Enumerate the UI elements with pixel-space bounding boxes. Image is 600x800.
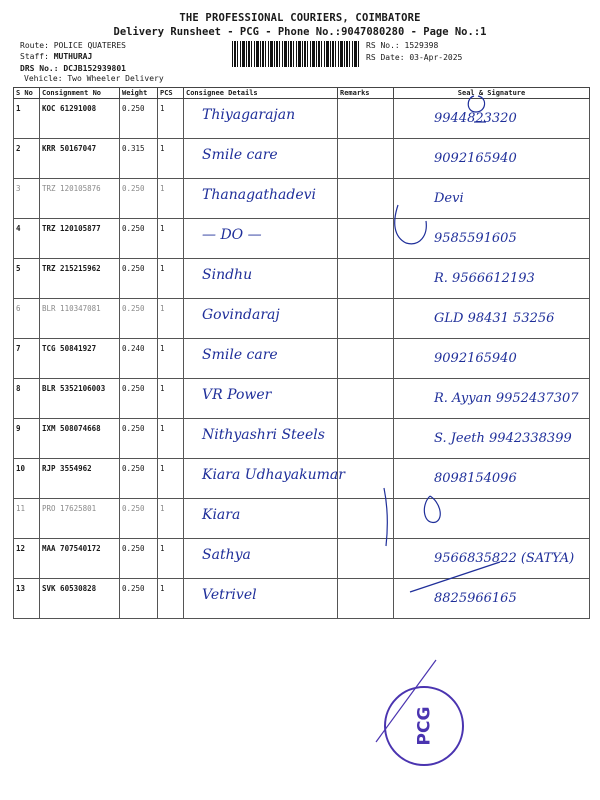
- consignee-cell: [184, 259, 338, 299]
- signature-cell: [394, 419, 590, 459]
- table-row: [14, 339, 590, 379]
- remarks-cell: [338, 579, 394, 619]
- weight-cell: 0.250: [120, 259, 158, 299]
- weight-cell: 0.250: [120, 539, 158, 579]
- remarks-cell: [338, 179, 394, 219]
- handwritten-signature: 9944823320: [434, 111, 517, 126]
- table-header: [14, 88, 590, 99]
- table-row: [14, 419, 590, 459]
- sno-cell: 1: [14, 99, 40, 139]
- pcs-cell: 1: [158, 459, 184, 499]
- pcs-cell: 1: [158, 299, 184, 339]
- signature-cell: [394, 379, 590, 419]
- staff-value: MUTHURAJ: [53, 52, 93, 61]
- table-row: [14, 499, 590, 539]
- sno-cell: 10: [14, 459, 40, 499]
- sno-cell: 2: [14, 139, 40, 179]
- consignment-no-cell: RJP 3554962: [40, 459, 120, 499]
- drs-value: DCJB152939801: [63, 64, 126, 73]
- vehicle-line: [24, 74, 164, 83]
- weight-cell: 0.250: [120, 379, 158, 419]
- remarks-cell: [338, 99, 394, 139]
- pcs-cell: 1: [158, 379, 184, 419]
- table-row: [14, 219, 590, 259]
- signature-cell: [394, 499, 590, 539]
- handwritten-consignee: Kiara: [202, 507, 241, 523]
- table-row: [14, 299, 590, 339]
- col-sno: S No: [14, 88, 40, 99]
- table-row: [14, 99, 590, 139]
- weight-cell: 0.240: [120, 339, 158, 379]
- remarks-cell: [338, 419, 394, 459]
- handwritten-signature: 9092165940: [434, 351, 517, 366]
- rs-no-value: 1529398: [404, 41, 439, 50]
- remarks-cell: [338, 339, 394, 379]
- drs-line: [20, 64, 126, 73]
- weight-cell: 0.315: [120, 139, 158, 179]
- remarks-cell: [338, 139, 394, 179]
- consignment-no-cell: SVK 60530828: [40, 579, 120, 619]
- table-row: [14, 179, 590, 219]
- handwritten-consignee: — DO —: [202, 227, 262, 243]
- sno-cell: 12: [14, 539, 40, 579]
- signature-cell: [394, 339, 590, 379]
- barcode: [232, 41, 360, 67]
- consignment-no-cell: TCG 50841927: [40, 339, 120, 379]
- remarks-cell: [338, 299, 394, 339]
- consignee-cell: [184, 579, 338, 619]
- handwritten-consignee: Smile care: [202, 347, 278, 363]
- handwritten-consignee: Nithyashri Steels: [202, 427, 325, 443]
- pcs-cell: 1: [158, 139, 184, 179]
- consignee-cell: [184, 339, 338, 379]
- route-value: POLICE QUATERES: [53, 41, 126, 50]
- pcs-cell: 1: [158, 339, 184, 379]
- table-row: [14, 459, 590, 499]
- handwritten-consignee: Smile care: [202, 147, 278, 163]
- sno-cell: 4: [14, 219, 40, 259]
- consignment-no-cell: TRZ 215215962: [40, 259, 120, 299]
- weight-cell: 0.250: [120, 99, 158, 139]
- drs-label: DRS No.:: [20, 64, 59, 73]
- signature-cell: [394, 459, 590, 499]
- weight-cell: 0.250: [120, 499, 158, 539]
- consignment-no-cell: TRZ 120105877: [40, 219, 120, 259]
- sno-cell: 5: [14, 259, 40, 299]
- consignee-cell: [184, 179, 338, 219]
- consignment-no-cell: MAA 707540172: [40, 539, 120, 579]
- signature-cell: [394, 99, 590, 139]
- sno-cell: 13: [14, 579, 40, 619]
- sno-cell: 9: [14, 419, 40, 459]
- handwritten-consignee: Govindaraj: [202, 307, 280, 323]
- route-line: [20, 41, 126, 50]
- consignee-cell: [184, 99, 338, 139]
- signature-cell: [394, 299, 590, 339]
- remarks-cell: [338, 459, 394, 499]
- handwritten-consignee: Thiyagarajan: [202, 107, 296, 123]
- company-title: THE PROFESSIONAL COURIERS, COIMBATORE: [179, 12, 421, 24]
- signature-cell: [394, 219, 590, 259]
- remarks-cell: [338, 259, 394, 299]
- handwritten-signature: 8825966165: [434, 591, 517, 606]
- handwritten-signature: 9566835822 (SATYA): [434, 551, 575, 566]
- handwritten-consignee: Vetrivel: [202, 587, 257, 603]
- staff-label: Staff:: [20, 52, 49, 61]
- weight-cell: 0.250: [120, 419, 158, 459]
- signature-cell: [394, 179, 590, 219]
- runsheet-table: [13, 87, 590, 619]
- handwritten-signature: 9585591605: [434, 231, 517, 246]
- pcs-cell: 1: [158, 219, 184, 259]
- consignee-cell: [184, 539, 338, 579]
- col-consignment: Consignment No: [40, 88, 120, 99]
- pcs-cell: 1: [158, 259, 184, 299]
- sno-cell: 8: [14, 379, 40, 419]
- remarks-cell: [338, 499, 394, 539]
- table-row: [14, 139, 590, 179]
- handwritten-signature: GLD 98431 53256: [434, 311, 555, 326]
- sno-cell: 11: [14, 499, 40, 539]
- handwritten-consignee: Sathya: [202, 547, 251, 563]
- consignment-no-cell: PRO 17625801: [40, 499, 120, 539]
- vehicle-value: Two Wheeler Delivery: [67, 74, 164, 83]
- col-consignee: Consignee Details: [184, 88, 338, 99]
- table-row: [14, 539, 590, 579]
- consignee-cell: [184, 139, 338, 179]
- signature-cell: [394, 139, 590, 179]
- col-weight: Weight: [120, 88, 158, 99]
- signature-cell: [394, 579, 590, 619]
- weight-cell: 0.250: [120, 299, 158, 339]
- handwritten-signature: Devi: [434, 191, 464, 206]
- signature-cell: [394, 259, 590, 299]
- consignment-no-cell: BLR 110347081: [40, 299, 120, 339]
- sno-cell: 3: [14, 179, 40, 219]
- remarks-cell: [338, 379, 394, 419]
- consignment-no-cell: BLR 5352106003: [40, 379, 120, 419]
- rs-date-value: 03-Apr-2025: [409, 53, 463, 62]
- consignment-no-cell: KRR 50167047: [40, 139, 120, 179]
- consignment-no-cell: KOC 61291008: [40, 99, 120, 139]
- pcg-stamp: [384, 686, 464, 766]
- handwritten-signature: 8098154096: [434, 471, 517, 486]
- pcs-cell: 1: [158, 179, 184, 219]
- pcs-cell: 1: [158, 419, 184, 459]
- handwritten-signature: 9092165940: [434, 151, 517, 166]
- handwritten-signature: S. Jeeth 9942338399: [434, 431, 572, 446]
- col-signature: Seal & Signature: [394, 88, 590, 99]
- handwritten-consignee: Thanagathadevi: [202, 187, 316, 203]
- handwritten-consignee: VR Power: [202, 387, 272, 403]
- runsheet-subtitle: Delivery Runsheet - PCG - Phone No.:9047080280 - Page No.:1: [113, 26, 487, 38]
- weight-cell: 0.250: [120, 579, 158, 619]
- consignee-cell: [184, 219, 338, 259]
- weight-cell: 0.250: [120, 179, 158, 219]
- consignment-no-cell: IXM 508074668: [40, 419, 120, 459]
- weight-cell: 0.250: [120, 219, 158, 259]
- sno-cell: 6: [14, 299, 40, 339]
- pcs-cell: 1: [158, 539, 184, 579]
- handwritten-signature: R. 9566612193: [434, 271, 535, 286]
- staff-line: [20, 52, 92, 61]
- remarks-cell: [338, 539, 394, 579]
- pcs-cell: 1: [158, 499, 184, 539]
- vehicle-label: Vehicle:: [24, 74, 63, 83]
- pcs-cell: 1: [158, 579, 184, 619]
- weight-cell: 0.250: [120, 459, 158, 499]
- sno-cell: 7: [14, 339, 40, 379]
- handwritten-signature: R. Ayyan 9952437307: [434, 391, 579, 406]
- route-label: Route:: [20, 41, 49, 50]
- table-row: [14, 579, 590, 619]
- rs-no-line: [366, 41, 438, 50]
- rs-no-label: RS No.:: [366, 41, 400, 50]
- consignment-no-cell: TRZ 120105876: [40, 179, 120, 219]
- signature-cell: [394, 539, 590, 579]
- consignee-cell: [184, 419, 338, 459]
- table-row: [14, 259, 590, 299]
- stamp-text: PCG: [413, 706, 434, 746]
- col-pcs: PCS: [158, 88, 184, 99]
- handwritten-consignee: Sindhu: [202, 267, 253, 283]
- rs-date-line: [366, 53, 462, 62]
- consignee-cell: [184, 299, 338, 339]
- handwritten-consignee: Kiara Udhayakumar: [202, 467, 345, 483]
- remarks-cell: [338, 219, 394, 259]
- rs-date-label: RS Date:: [366, 53, 405, 62]
- consignee-cell: [184, 499, 338, 539]
- pcs-cell: 1: [158, 99, 184, 139]
- col-remarks: Remarks: [338, 88, 394, 99]
- table-row: [14, 379, 590, 419]
- consignee-cell: [184, 459, 345, 499]
- consignee-cell: [184, 379, 338, 419]
